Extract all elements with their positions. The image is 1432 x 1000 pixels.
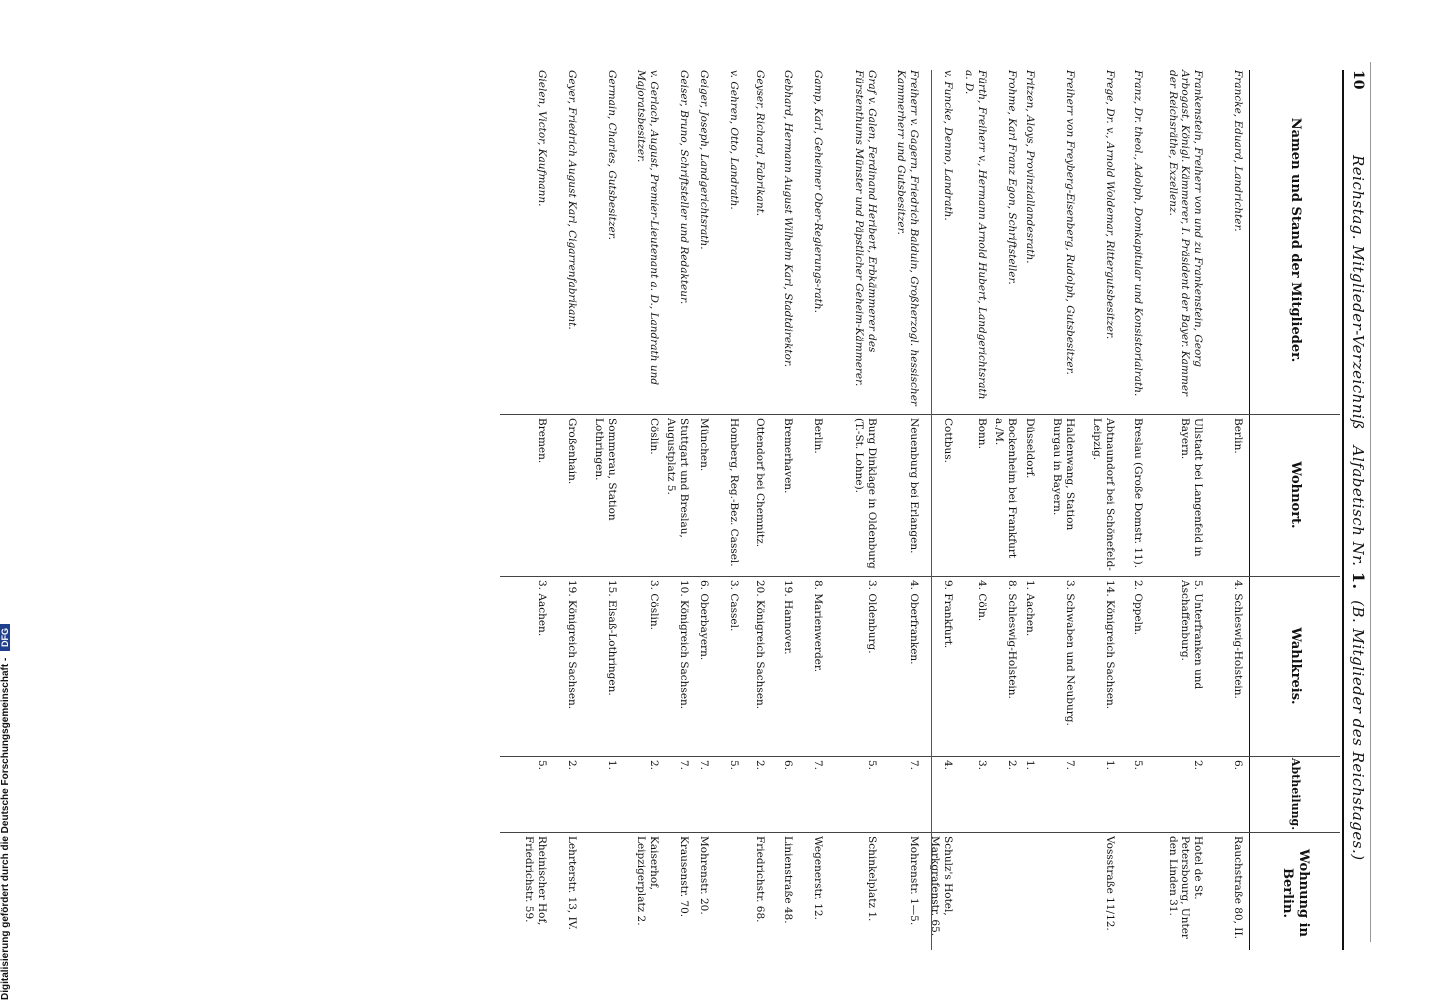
member-wohnung: Wegenerstr. 12. xyxy=(812,836,824,920)
section-separator xyxy=(931,70,932,950)
member-abtheilung: 4. xyxy=(942,760,954,771)
table-row xyxy=(1040,70,1076,950)
member-abtheilung: 7. xyxy=(908,760,920,771)
member-name: Frohme, Karl Franz Egon, Schriftsteller. xyxy=(1006,70,1018,285)
member-abtheilung: 2. xyxy=(1006,760,1018,771)
member-wahlkreis: 3. Cassel. xyxy=(728,580,740,632)
member-name: Gielen, Victor, Kaufmann. xyxy=(536,70,548,207)
table-row xyxy=(582,70,618,950)
running-title-sub: Alfabetisch Nr. xyxy=(1349,445,1367,567)
member-abtheilung: 2. xyxy=(1192,760,1204,771)
member-wahlkreis: 8. Marienwerder. xyxy=(812,580,824,673)
member-abtheilung: 5. xyxy=(866,760,878,771)
member-abtheilung: 7. xyxy=(698,760,710,771)
member-wohnort: Haldenwang, Station Burgau in Bayern. xyxy=(1051,418,1076,531)
member-wohnung: Schinkelplatz 1. xyxy=(866,836,878,922)
member-wohnort: Neuenburg bei Erlangen. xyxy=(908,418,920,554)
table-header xyxy=(1249,70,1340,950)
member-abtheilung: 2. xyxy=(754,760,766,771)
member-abtheilung: 2. xyxy=(566,760,578,771)
column-header-wohnort: Wohnort. xyxy=(1288,461,1303,529)
member-name: Geyer, Friedrich August Karl, Cigarrenfabrikant. xyxy=(566,70,578,330)
member-wohnort: München. xyxy=(698,418,710,472)
member-name: Freiherr von Freyberg-Eisenberg, Rudolph, Gutsbesitzer. xyxy=(1064,70,1076,375)
member-wahlkreis: 19. Hannover. xyxy=(782,580,794,655)
member-wohnort: Bremerhaven. xyxy=(782,418,794,494)
member-wohnort: Berlin. xyxy=(1232,418,1244,454)
page-number: 10 xyxy=(1350,70,1366,90)
member-wahlkreis: 4. Oberfranken. xyxy=(908,580,920,665)
member-wahlkreis: 5. Unterfranken und Aschaffenburg. xyxy=(1179,580,1204,690)
member-abtheilung: 6. xyxy=(782,760,794,771)
member-wahlkreis: 3. Schwaben und Neuburg. xyxy=(1064,580,1076,726)
running-title-main: Reichstag. Mitglieder-Verzeichniß xyxy=(1349,155,1367,430)
member-wahlkreis: 3. Oldenburg. xyxy=(866,580,878,654)
member-wohnung xyxy=(714,836,740,950)
member-wohnort: Bockenheim bei Frankfurt a./M. xyxy=(993,418,1018,559)
member-wohnung: Linienstraße 48. xyxy=(782,836,794,924)
member-wohnung xyxy=(1120,836,1144,950)
member-wohnung xyxy=(1022,836,1036,950)
member-wahlkreis: 9. Frankfurt. xyxy=(942,580,954,649)
member-wohnung: Rauchstraße 80, II. xyxy=(1232,836,1244,939)
member-wahlkreis: 19. Königreich Sachsen. xyxy=(566,580,578,710)
member-wahlkreis: 1. Aachen. xyxy=(1024,580,1036,637)
member-name: Geyser, Richard, Fabrikant. xyxy=(754,70,766,217)
member-abtheilung: 7. xyxy=(1064,760,1076,771)
member-wahlkreis: 6. Oberbayern. xyxy=(698,580,710,661)
member-abtheilung: 5. xyxy=(1132,760,1144,771)
rotated-page-content xyxy=(117,70,1372,950)
member-wahlkreis: 3. Cöslin. xyxy=(648,580,660,630)
member-name: Frege, Dr. v., Arnold Woldemar, Rittergutsbesitzer. xyxy=(1104,70,1116,340)
member-abtheilung: 1. xyxy=(1104,760,1116,771)
member-wohnort: Berlin. xyxy=(812,418,824,454)
table-row xyxy=(694,70,710,950)
table-row xyxy=(798,70,824,950)
member-wahlkreis: 4. Schleswig-Holstein. xyxy=(1232,580,1244,699)
member-name: Fürth, Freiherr v., Hermann Arnold Hubert, Landgerichtsrath a. D. xyxy=(963,70,988,400)
member-wohnung: Friedrichstr. 68. xyxy=(754,836,766,923)
running-title-number: 1. xyxy=(1349,571,1368,590)
member-wohnung xyxy=(958,836,988,950)
member-name: Franz, Dr. theol., Adolph, Domkapitular und Konsistorialrath. xyxy=(1132,70,1144,397)
table-row xyxy=(1022,70,1036,950)
member-wohnort: Ullstadt bei Langenfeld in Bayern. xyxy=(1179,418,1204,557)
running-title-rest: (B. Mitglieder des Reichstages.) xyxy=(1349,600,1367,861)
member-name: Germain, Charles, Gutsbesitzer. xyxy=(606,70,618,240)
member-wahlkreis: 4. Cöln. xyxy=(976,580,988,622)
member-wohnort: Sommerau, Station Lothringen. xyxy=(593,418,618,521)
member-abtheilung: 1. xyxy=(606,760,618,771)
running-title xyxy=(1349,155,1368,861)
member-abtheilung: 2. xyxy=(648,760,660,771)
member-name: Freiherr v. Gagern, Friedrich Balduin, Großherzogl. hessischer Kammerherr und Gutsbesitzer. xyxy=(895,70,920,406)
member-name: Geiser, Bruno, Schriftsteller und Redakteur. xyxy=(678,70,690,305)
member-name: Geiger, Joseph, Landgerichtsrath. xyxy=(698,70,710,250)
column-header-wahlkreis: Wahlkreis. xyxy=(1288,627,1303,705)
footer-text: Digitalisierung gefördert durch die Deutsche Forschungsgemeinschaft - xyxy=(0,657,11,1000)
column-header-abtheilung: Abtheilung. xyxy=(1289,757,1302,831)
table-row xyxy=(1148,70,1204,950)
table-row xyxy=(770,70,794,950)
member-name: Fritzen, Aloys, Provinziallandesrath. xyxy=(1024,70,1036,264)
member-wohnort: Cöslin. xyxy=(648,418,660,455)
member-wahlkreis: 14. Königreich Sachsen. xyxy=(1104,580,1116,710)
member-abtheilung: 7. xyxy=(678,760,690,771)
table-row xyxy=(552,70,578,950)
member-wohnung: Vossstraße 11/12. xyxy=(1104,836,1116,931)
member-name: v. Gerlach, August, Premier-Lieutenant a. D., Landrath und Majoratsbesitzer. xyxy=(635,70,660,386)
member-abtheilung: 1. xyxy=(1024,760,1036,771)
member-wahlkreis: 3. Aachen. xyxy=(536,580,548,637)
member-wohnort: Bonn. xyxy=(976,418,988,449)
member-wohnung xyxy=(582,836,618,950)
member-abtheilung: 3. xyxy=(976,760,988,771)
member-wohnort: Ottendorf bei Chemnitz. xyxy=(754,418,766,548)
table-row xyxy=(828,70,878,950)
member-abtheilung: 5. xyxy=(728,760,740,771)
table-row xyxy=(744,70,766,950)
table-row xyxy=(1080,70,1116,950)
table-row xyxy=(1208,70,1244,950)
member-name: v. Gehren, Otto, Landrath. xyxy=(728,70,740,210)
member-name: v. Funcke, Denno, Landrath. xyxy=(942,70,954,221)
member-name: Frankenstein, Freiherr von und zu Frankenstein, Georg Arbogast, Königl. Kämmerer, I. Präsident der Bayer. Kammer der Reichsräthe, Exzellenz. xyxy=(1167,70,1204,397)
column-header-wohnung: Wohnung in Berlin. xyxy=(1280,848,1311,938)
table-row xyxy=(714,70,740,950)
member-wohnung: Lehrterstr. 13, IV. xyxy=(566,836,578,930)
member-wahlkreis: 10. Königreich Sachsen. xyxy=(678,580,690,710)
member-wohnung: Mohrenstr. 20. xyxy=(698,836,710,915)
table-top-rule xyxy=(1342,70,1344,950)
member-wohnort: Stuttgart und Breslau, Augustplatz 5. xyxy=(665,418,690,538)
member-wohnung: Rheinischer Hof, Friedrichstr. 59. xyxy=(523,836,548,926)
member-wohnung: Krausenstr. 70. xyxy=(678,836,690,918)
member-wahlkreis: 15. Elsaß-Lothringen. xyxy=(606,580,618,696)
member-wohnort: Bremen. xyxy=(536,418,548,464)
running-header xyxy=(1344,70,1372,950)
member-wohnung: Kaiserhof, Leipzigerplatz 2. xyxy=(635,836,660,926)
member-wohnort: Burg Dinklage in Oldenburg (T.-St. Lohne). xyxy=(853,418,878,569)
table-row xyxy=(882,70,920,950)
table-row xyxy=(1120,70,1144,950)
table-row xyxy=(958,70,988,950)
dfg-logo: DFG xyxy=(0,624,10,651)
member-wohnort: Abtnaundorf bei Schönefeld-Leipzig. xyxy=(1091,418,1116,571)
member-wohnung: Hotel de St. Petersbourg, Unter den Linden 31. xyxy=(1167,836,1204,939)
member-wahlkreis: 20. Königreich Sachsen. xyxy=(754,580,766,710)
member-wohnort: Homberg, Reg.-Bez. Cassel. xyxy=(728,418,740,567)
member-wohnort: Düsseldorf. xyxy=(1024,418,1036,479)
table-row xyxy=(929,70,954,950)
member-abtheilung: 5. xyxy=(536,760,548,771)
member-wohnort: Großenhain. xyxy=(566,418,578,485)
member-name: Gebhard, Hermann August Wilhelm Karl, Stadtdirektor. xyxy=(782,70,794,368)
member-wohnung xyxy=(992,836,1018,950)
member-name: Graf v. Galen, Ferdinand Heribert, Erbkämmerer des Fürstenthums Münster und Päpstlicher Geheim-Kämmerer. xyxy=(853,70,878,387)
table-row xyxy=(664,70,690,950)
member-wohnung: Mohrenstr. 1—5. xyxy=(908,836,920,926)
member-wohnung xyxy=(1040,836,1076,950)
member-wahlkreis: 8. Schleswig-Holstein. xyxy=(1006,580,1018,699)
member-abtheilung: 6. xyxy=(1232,760,1244,771)
member-wohnung: Schulz's Hotel, Markgrafenstr. 65. xyxy=(929,836,954,937)
member-name: Gamp, Karl, Geheimer Ober-Regierungs-rath. xyxy=(812,70,824,313)
table-row xyxy=(992,70,1018,950)
member-wahlkreis: 2. Oppeln. xyxy=(1132,580,1144,636)
table-row xyxy=(622,70,660,950)
member-wohnort: Breslau (Große Domstr. 11). xyxy=(1132,418,1144,569)
member-name: Francke, Eduard, Landrichter. xyxy=(1232,70,1244,232)
digitization-footer xyxy=(0,624,11,1000)
page-edge-line xyxy=(1370,62,1372,942)
table-row xyxy=(523,70,548,950)
member-wohnort: Cottbus. xyxy=(942,418,954,464)
column-header-name: Namen und Stand der Mitglieder. xyxy=(1288,117,1303,363)
member-abtheilung: 7. xyxy=(812,760,824,771)
